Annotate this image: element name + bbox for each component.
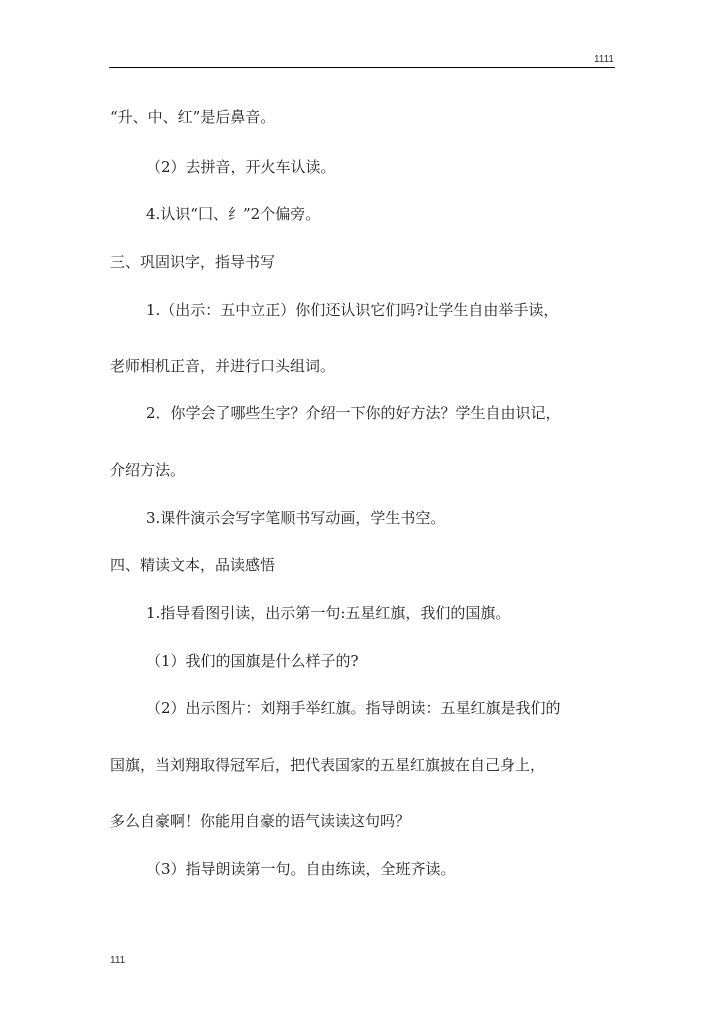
header-rule bbox=[109, 67, 615, 68]
text-line: “升、中、红”是后鼻音。 bbox=[110, 108, 276, 126]
text-line: 2．你学会了哪些生字？介绍一下你的好方法？学生自由识记， bbox=[146, 404, 561, 422]
text-line: 4.认识“囗、纟”2个偏旁。 bbox=[146, 205, 321, 223]
text-line: （3）指导朗读第一句。自由练读，全班齐读。 bbox=[146, 860, 456, 878]
text-line: 1.指导看图引读，出示第一句:五星红旗，我们的国旗。 bbox=[146, 604, 511, 622]
text-line: 老师相机正音，并进行口头组词。 bbox=[110, 357, 336, 375]
text-line: （2）去拼音，开火车认读。 bbox=[146, 158, 336, 176]
text-line: （1）我们的国旗是什么样子的? bbox=[146, 652, 359, 670]
text-line: 1.（出示：五中立正）你们还认识它们吗?让学生自由举手读， bbox=[146, 301, 559, 319]
text-line: 3.课件演示会写字笔顺书写动画，学生书空。 bbox=[146, 509, 446, 527]
footer-page-number: 111 bbox=[110, 955, 126, 966]
section-heading: 四、精读文本，品读感悟 bbox=[110, 556, 276, 574]
section-heading: 三、巩固识字，指导书写 bbox=[110, 253, 276, 271]
text-line: 介绍方法。 bbox=[110, 461, 186, 479]
text-line: （2）出示图片：刘翔手举红旗。指导朗读：五星红旗是我们的 bbox=[146, 699, 561, 717]
text-line: 多么自豪啊！你能用自豪的语气读读这句吗？ bbox=[110, 812, 411, 830]
header-page-number: 1111 bbox=[593, 54, 614, 65]
text-line: 国旗，当刘翔取得冠军后，把代表国家的五星红旗披在自己身上， bbox=[110, 756, 546, 774]
